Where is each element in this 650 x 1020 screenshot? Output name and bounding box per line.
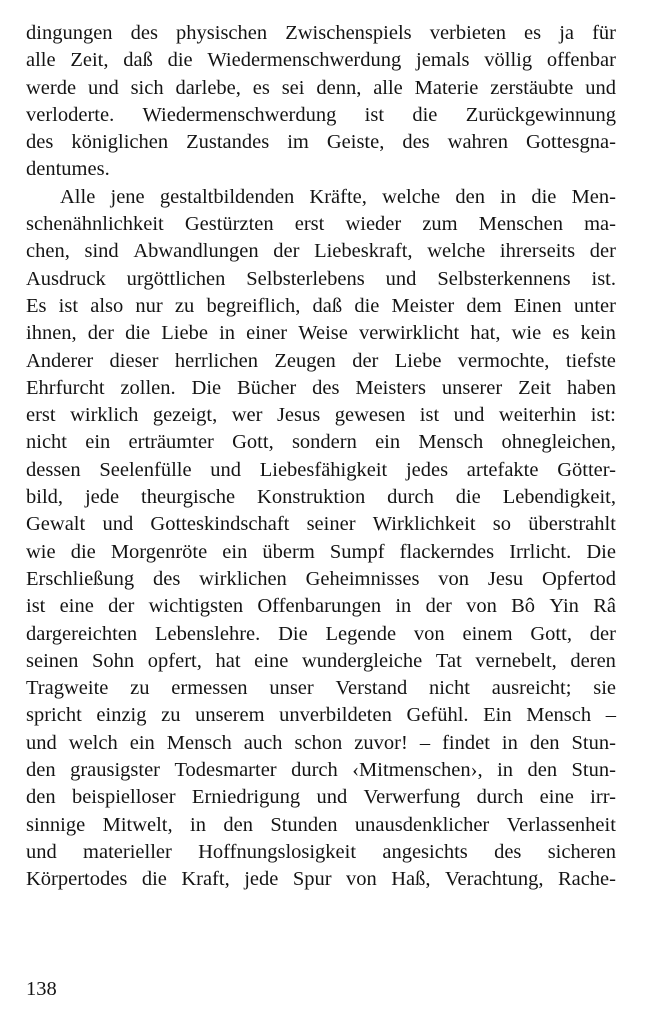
text-line: den beispielloser Erniedrigung und Verwerfung durch eine irr-	[26, 786, 616, 809]
text-line: dessen Seelenfülle und Liebesfähigkeit jedes artefakte Götter-	[26, 458, 616, 481]
paragraph	[26, 184, 616, 894]
text-line: werde und sich darlebe, es sei denn, alle Materie zerstäubte und	[26, 76, 616, 99]
text-line: Erschließung des wirklichen Geheimnisses von Jesu Opfertod	[26, 567, 616, 590]
page-number: 138	[26, 978, 57, 1000]
text-line: Es ist also nur zu begreiflich, daß die Meister dem Einen unter	[26, 294, 616, 317]
text-line: Ehrfurcht zollen. Die Bücher des Meisters unserer Zeit haben	[26, 376, 616, 399]
text-line: erst wirklich gezeigt, wer Jesus gewesen ist und weiterhin ist:	[26, 404, 616, 427]
text-line: dingungen des physischen Zwischenspiels verbieten es ja für	[26, 22, 616, 44]
text-line: dentumes.	[26, 158, 110, 181]
text-line: dargereichten Lebenslehre. Die Legende von einem Gott, der	[26, 622, 616, 645]
text-line: sinnige Mitwelt, in den Stunden unausdenklicher Verlassenheit	[26, 813, 616, 836]
text-line: und welch ein Mensch auch schon zuvor! – findet in den Stun-	[26, 731, 616, 754]
text-line: Anderer dieser herrlichen Zeugen der Liebe vermochte, tiefste	[26, 349, 616, 372]
text-line: bild, jede theurgische Konstruktion durch die Lebendigkeit,	[26, 486, 616, 509]
body-text	[26, 20, 616, 894]
text-line: den grausigster Todesmarter durch ‹Mitmenschen›, in den Stun-	[26, 759, 616, 782]
text-line: nicht ein erträumter Gott, sondern ein Mensch ohnegleichen,	[26, 431, 616, 454]
text-line: Tragweite zu ermessen unser Verstand nicht ausreicht; sie	[26, 677, 616, 700]
text-line: seinen Sohn opfert, hat eine wundergleiche Tat vernebelt, deren	[26, 649, 616, 672]
text-line: ist eine der wichtigsten Offenbarungen in der von Bô Yin Râ	[26, 595, 616, 618]
text-line: und materieller Hoffnungslosigkeit angesichts des sicheren	[26, 840, 616, 863]
text-line: ihnen, der die Liebe in einer Weise verwirklicht hat, wie es kein	[26, 322, 616, 345]
text-line: verloderte. Wiedermenschwerdung ist die Zurückgewinnung	[26, 103, 616, 126]
text-line: schenähnlichkeit Gestürzten erst wieder zum Menschen ma-	[26, 213, 616, 236]
text-line: des königlichen Zustandes im Geiste, des wahren Gottesgna-	[26, 131, 616, 154]
text-line: chen, sind Abwandlungen der Liebeskraft, welche ihrerseits der	[26, 240, 616, 263]
text-line: alle Zeit, daß die Wiedermenschwerdung jemals völlig offenbar	[26, 49, 616, 72]
text-line: Körpertodes die Kraft, jede Spur von Haß, Verachtung, Rache-	[26, 868, 616, 891]
paragraph	[26, 20, 616, 184]
text-line: spricht einzig zu unserem unverbildeten Gefühl. Ein Mensch –	[26, 704, 616, 727]
text-line: Ausdruck urgöttlichen Selbsterlebens und Selbsterkennens ist.	[26, 267, 616, 290]
text-line: Gewalt und Gotteskindschaft seiner Wirklichkeit so überstrahlt	[26, 513, 616, 536]
text-line: wie die Morgenröte ein überm Sumpf flackerndes Irrlicht. Die	[26, 540, 616, 563]
text-line: Alle jene gestaltbildenden Kräfte, welche den in die Men-	[60, 185, 616, 208]
